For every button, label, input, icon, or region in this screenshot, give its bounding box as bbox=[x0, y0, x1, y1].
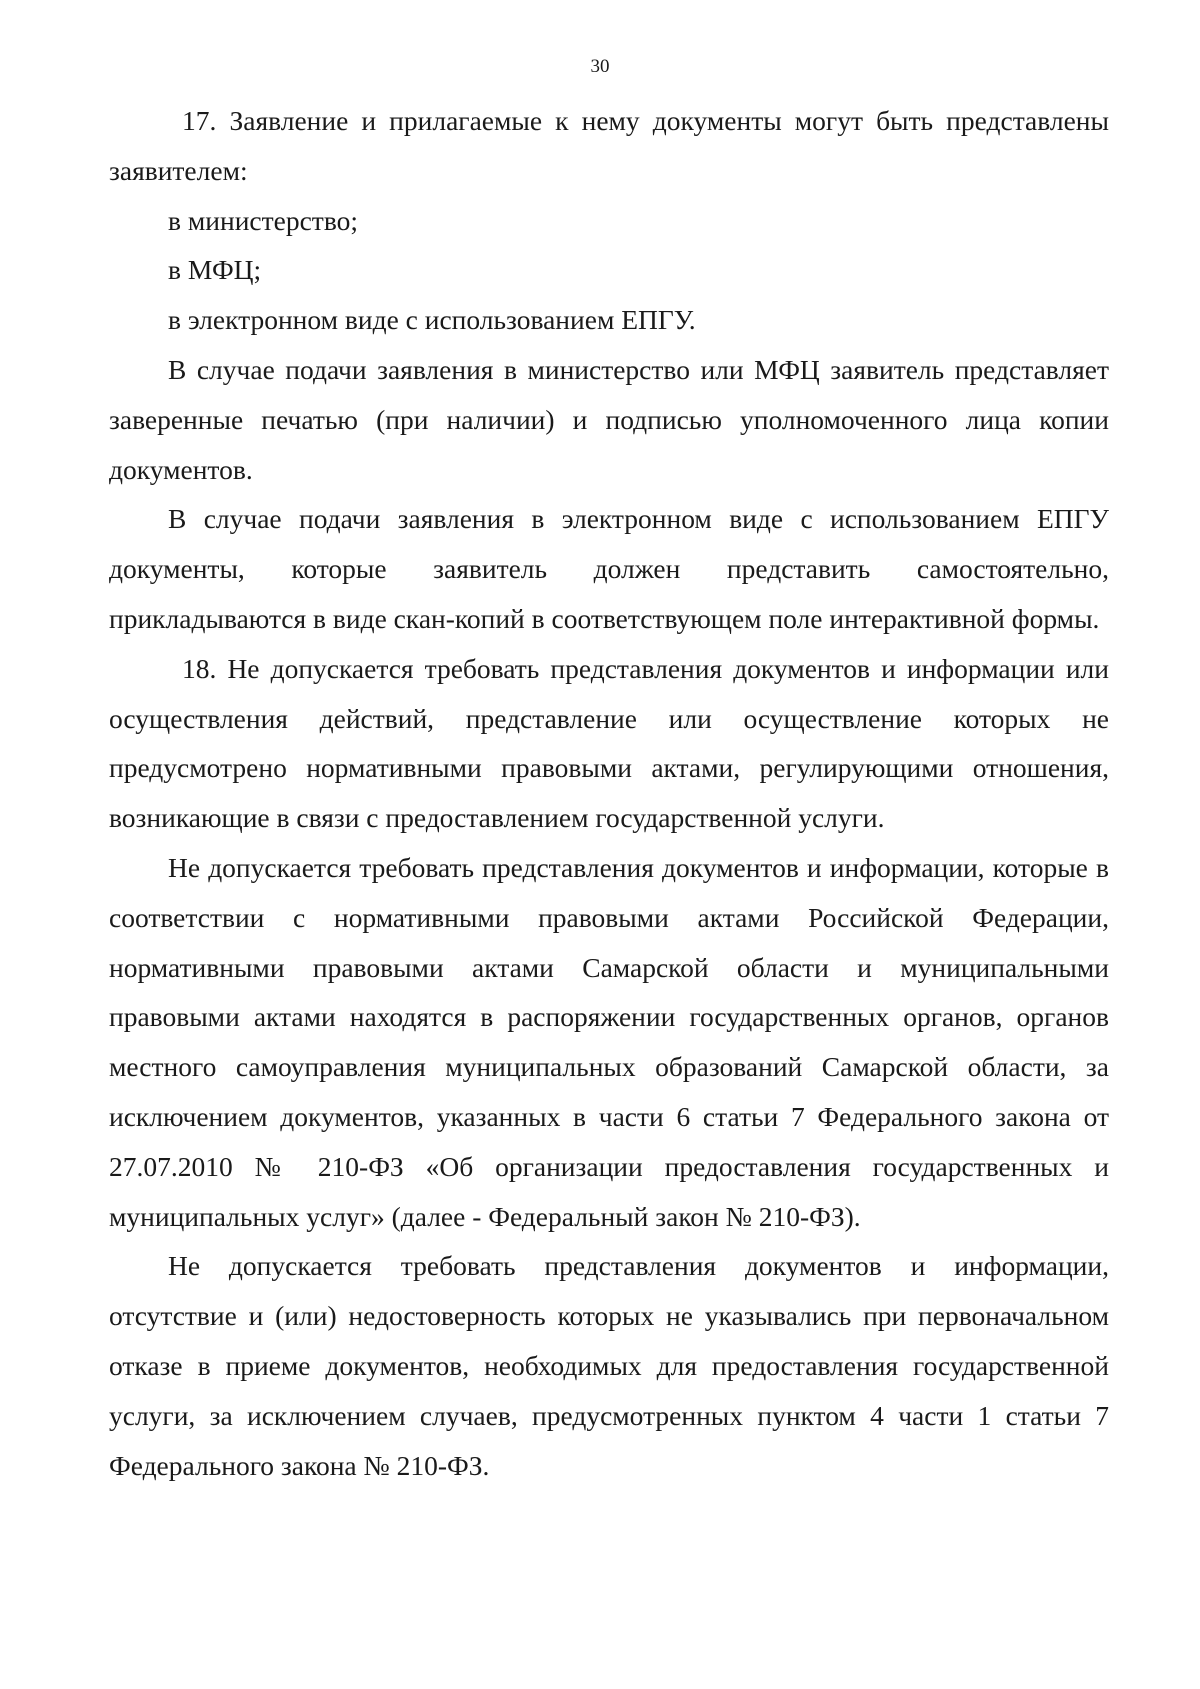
paragraph-not-allowed-2: Не допускается требовать представления документов и информации, отсутствие и (или) недостоверность которых не указывались при первоначальном отказе в приеме документов, необходимых для предоставления государственной услуги, за исключением случаев, предусмотренных пунктом 4 части 1 статьи 7 Федерального закона № 210-ФЗ. bbox=[109, 1250, 1109, 1481]
paragraph-17: 17. Заявление и прилагаемые к нему документы могут быть представлены заявителем: bbox=[109, 105, 1109, 186]
list-item-epgu: в электронном виде с использованием ЕПГУ. bbox=[168, 304, 696, 336]
paragraph-copies: В случае подачи заявления в министерство или МФЦ заявитель представляет заверенные печатью (при наличии) и подписью уполномоченного лица копии документов. bbox=[109, 353, 1109, 485]
paragraph-not-allowed-1: Не допускается требовать представления документов и информации, которые в соответствии с нормативными правовыми актами Российской Федерации, нормативными правовыми актами Самарской области и муниципальными правовыми актами находятся в распоряжении государственных органов, органов местного самоуправления муниципальных образований Самарской области, за исключением документов, указанных в части 6 статьи 7 Федерального закона от 27.07.2010 № 210-ФЗ «Об организации предоставления государственных и муниципальных услуг» (далее - Федеральный закон № 210-ФЗ). bbox=[109, 851, 1109, 1232]
list-item-mfc: в МФЦ; bbox=[168, 254, 262, 286]
paragraph-18: 18. Не допускается требовать представления документов и информации или осуществления действий, представление или осуществление которых не предусмотрено нормативными правовыми актами, регулирующими отношения, возникающие в связи с предоставлением государственной услуги. bbox=[109, 652, 1109, 834]
paragraph-electronic: В случае подачи заявления в электронном виде с использованием ЕПГУ документы, которые заявитель должен представить самостоятельно, прикладываются в виде скан-копий в соответствующем поле интерактивной формы. bbox=[109, 503, 1109, 634]
document-body bbox=[109, 96, 1109, 1490]
list-item-ministry: в министерство; bbox=[168, 204, 359, 236]
page-number: 30 bbox=[590, 56, 610, 77]
